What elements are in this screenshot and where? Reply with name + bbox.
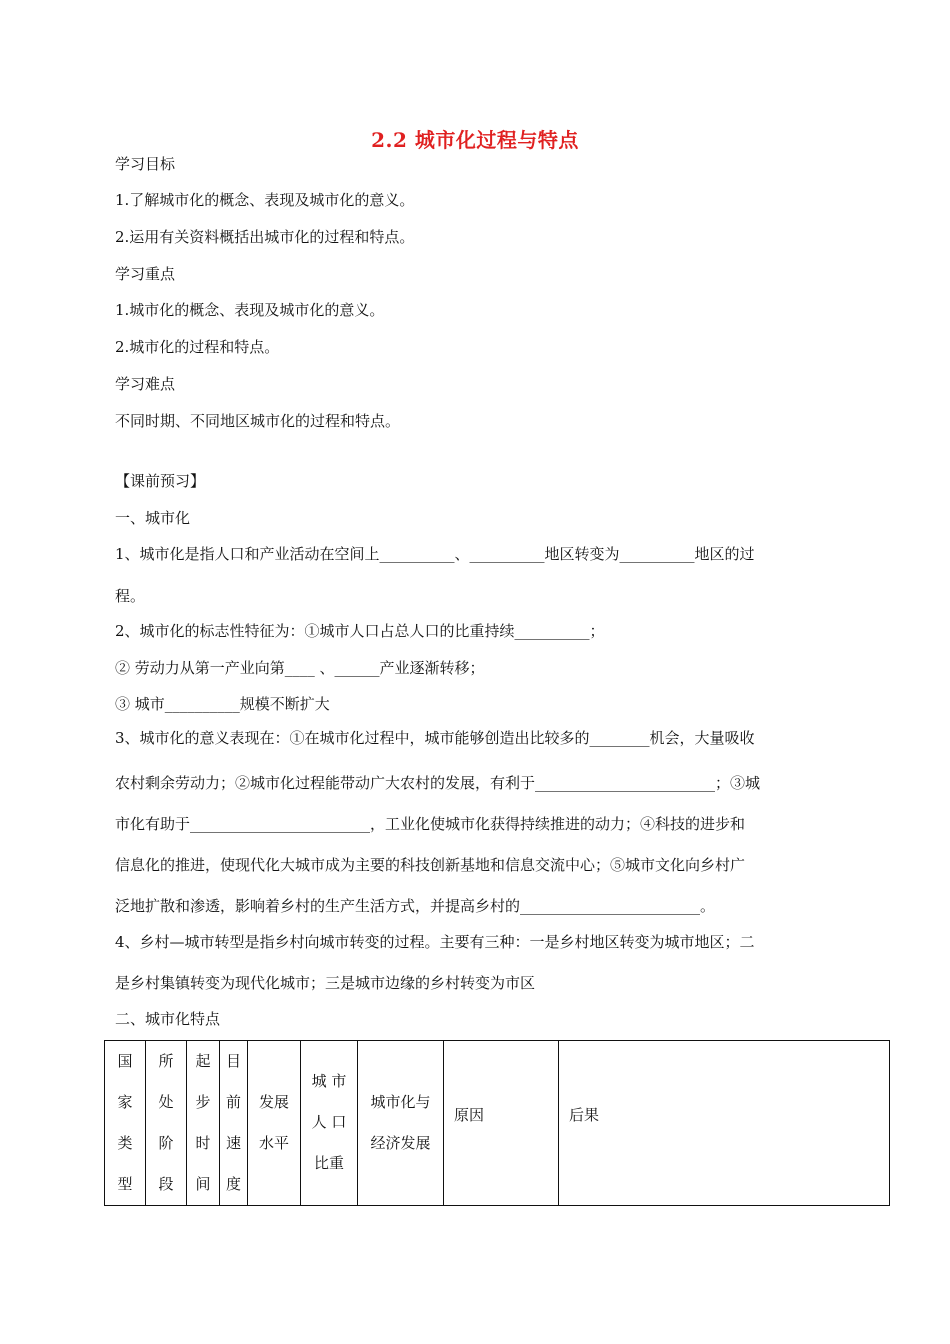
question-line: 农村剩余劳动力；②城市化过程能带动广大农村的发展，有利于________________________；③城 [115,774,761,792]
question-line: 是乡村集镇转变为现代化城市；三是城市边缘的乡村转变为市区 [115,974,536,992]
preview-heading: 【课前预习】 [115,472,206,490]
header-urban-population-share [301,1041,358,1206]
question-line: 4、乡村—城市转型是指乡村向城市转变的过程。主要有三种：一是乡村地区转变为城市地区；二 [115,933,755,951]
difficulty-item: 不同时期、不同地区城市化的过程和特点。 [115,412,401,430]
question-line: ③ 城市__________规模不断扩大 [115,695,330,713]
header-char: 目 [225,1052,241,1070]
question-line: 泛地扩散和渗透，影响着乡村的生产生活方式，并提高乡村的________________________。 [115,897,716,915]
header-char: 经济发展 [370,1134,431,1152]
header-urbanization-economy [358,1041,444,1206]
header-char: 比重 [313,1154,344,1172]
question-line: 3、城市化的意义表现在：①在城市化过程中，城市能够创造出比较多的________机会，大量吸收 [115,729,755,747]
header-char: 度 [225,1175,241,1193]
question-line: 2、城市化的标志性特征为：①城市人口占总人口的比重持续__________； [115,622,605,640]
question-line: 1、城市化是指人口和产业活动在空间上__________、__________地区转变为__________地区的过 [115,545,755,563]
question-line: 程。 [115,587,146,605]
objectives-heading: 学习目标 [115,155,176,173]
header-char: 速 [225,1134,241,1152]
header-start-time [187,1041,220,1206]
objective-item: 2.运用有关资料概括出城市化的过程和特点。 [115,228,415,246]
header-char: 时 [195,1134,211,1152]
header-char: 前 [225,1093,241,1111]
header-char: 发展 [258,1093,289,1111]
characteristics-table [104,1040,890,1206]
header-consequence: 后果 [559,1041,890,1206]
question-line: ② 劳动力从第一产业向第____ 、______产业逐渐转移； [115,659,485,677]
header-char: 所 [158,1052,174,1070]
key-points-heading: 学习重点 [115,265,176,283]
header-char: 段 [158,1175,174,1193]
header-char: 类 [117,1134,133,1152]
header-char: 国 [117,1052,133,1070]
header-char: 城市化与 [370,1093,431,1111]
header-char: 水平 [258,1134,289,1152]
header-char: 处 [158,1093,174,1111]
difficulties-heading: 学习难点 [115,375,176,393]
header-char: 人 口 [311,1113,347,1131]
header-current-speed [220,1041,248,1206]
section-heading: 二、城市化特点 [115,1010,221,1028]
header-char: 步 [195,1093,211,1111]
question-line: 信息化的推进，使现代化大城市成为主要的科技创新基地和信息交流中心；⑤城市文化向乡村广 [115,856,746,874]
header-cause: 原因 [444,1041,559,1206]
header-char: 起 [195,1052,211,1070]
section-heading: 一、城市化 [115,509,191,527]
key-point-item: 1.城市化的概念、表现及城市化的意义。 [115,301,385,319]
page-title: 2.2 城市化过程与特点 [371,128,579,152]
key-point-item: 2.城市化的过程和特点。 [115,338,280,356]
header-char: 家 [117,1093,133,1111]
header-char: 城 市 [311,1072,347,1090]
question-line: 市化有助于________________________，工业化使城市化获得持续推进的动力；④科技的进步和 [115,815,746,833]
objective-item: 1.了解城市化的概念、表现及城市化的意义。 [115,191,415,209]
header-development-level [248,1041,301,1206]
header-char: 阶 [158,1134,174,1152]
header-char: 间 [195,1175,211,1193]
header-country-type [105,1041,146,1206]
header-char: 型 [117,1175,133,1193]
header-stage [146,1041,187,1206]
